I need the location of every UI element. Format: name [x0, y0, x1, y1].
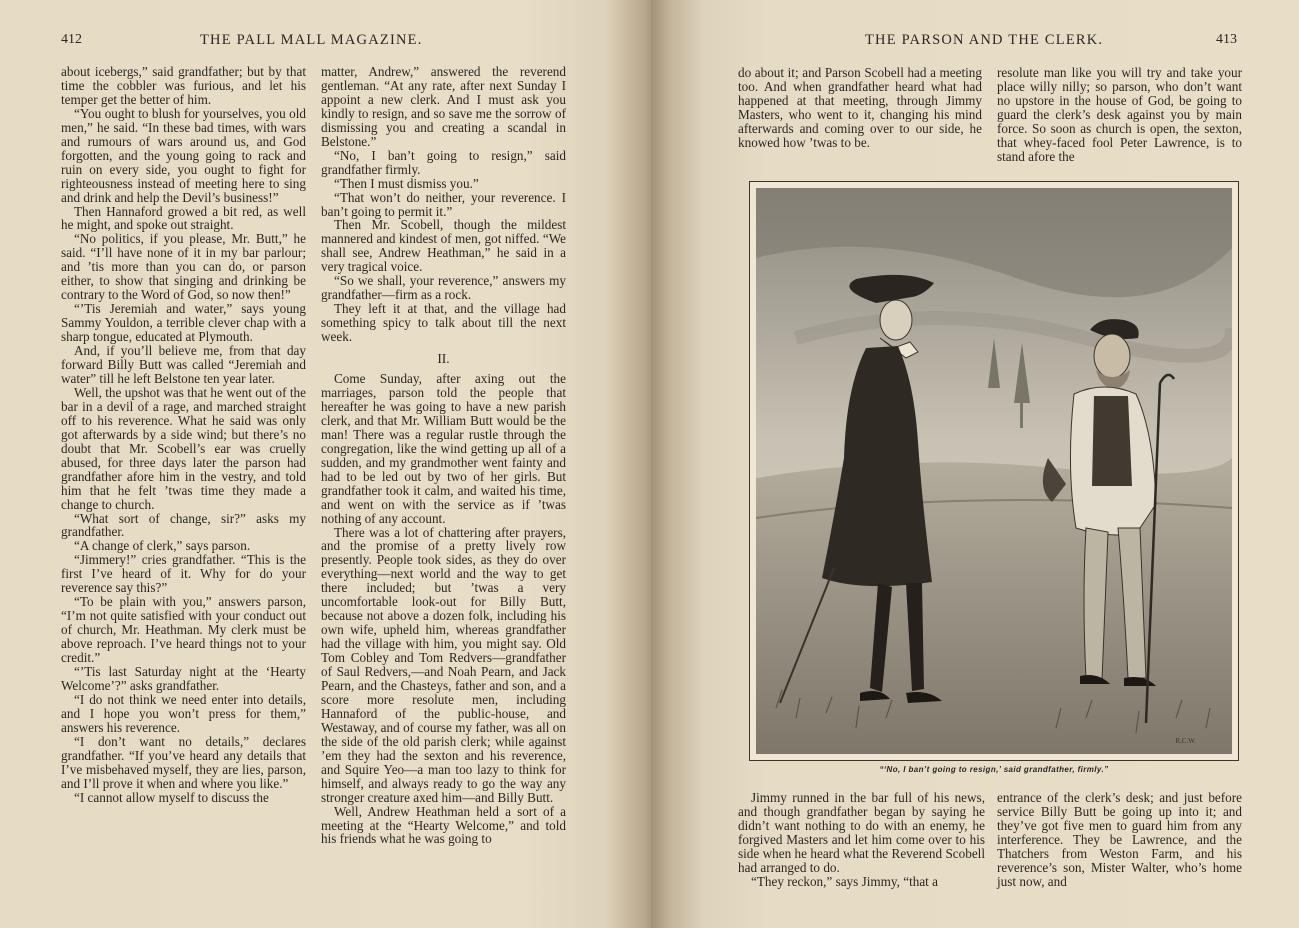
paragraph: And, if you’ll believe me, from that day forward Billy Butt was called “Jeremiah and water” till he left Belstone ten year later. — [61, 343, 306, 386]
paragraph: “Then I must dismiss you.” — [334, 175, 479, 191]
paragraph: matter, Andrew,” answered the reverend gentleman. “At any rate, after next Sunday I appoint a new clerk. And I must ask you kindly to resign, and so save me the sorrow of dismissing you and creating a scandal in Belstone.” — [321, 64, 566, 149]
paragraph: Well, Andrew Heathman held a sort of a meeting at the “Hearty Welcome,” and told his friends what he was going to — [321, 803, 566, 847]
paragraph: Jimmy runned in the bar full of his news, and though grandfather began by saying he didn’t want nothing to do with an enemy, he forgived Masters and let him come over to his side when he heard what the Reverend Scobell had arranged to do. — [738, 790, 985, 875]
paragraph: “They reckon,” says Jimmy, “that a — [751, 873, 939, 889]
artist-signature: R.C.W. — [1175, 737, 1196, 745]
paragraph: “I do not think we need enter into details, and I hope you won’t press for them,” answers his reverence. — [61, 691, 306, 735]
paragraph: Well, the upshot was that he went out of the bar in a devil of a rage, and marched straight off to his reverence. What he said was only got afterwards by a side wind; but there’s no doubt that Mr. Scobell’s ear was cruelly abused, for three days later the parson had grandfather afore him in the vestry, and told him that he felt ’twas time they made a change to church. — [61, 384, 306, 512]
text-column-3 — [738, 66, 982, 150]
paragraph: about icebergs,” said grandfather; but by that time the cobbler was furious, and let his temper get the better of him. — [61, 64, 306, 107]
paragraph: “I don’t want no details,” declares grandfather. “If you’ve heard any details that I’ve misbehaved myself, they are lies, parson, and I’ll prove it when and where you like.” — [61, 733, 306, 791]
text-column-5 — [738, 791, 985, 889]
paragraph: “Jimmery!” cries grandfather. “This is the first I’ve heard of it. Why for do your reverence say this?” — [61, 552, 306, 596]
paragraph: “What sort of change, sir?” asks my grandfather. — [61, 510, 306, 540]
paragraph: “I cannot allow myself to discuss the — [74, 789, 269, 805]
paragraph: There was a lot of chattering after prayers, and the promise of a pretty lively row presently. People took sides, as they do over everything—next world and the way to get there included; but ’twas a very uncomfortable look-out for Billy Butt, because not above a dozen folk, including his own wife, upheld him, whereas grandfather had the village with him, you might say. Old Tom Cobley and Tom Redvers—grandfather of Saul Redvers,—and Noah Pearn, and Jack Pearn, and the Chasteys, father and son, and a score more resolute men, including Hannaford of the public-house, and Westaway, and of course my father, was all on the side of the old parish clerk; while against ’em they had the sexton and his reverence, and Squire Yeo—a man too lazy to think for himself, and always ready to go the way any stronger creature axed him—and Billy Butt. — [321, 524, 566, 805]
paragraph: “No politics, if you please, Mr. Butt,” he said. “I’ll have none of it in my bar parlour; and ’tis more than you can do, or parson either, to show that singing and drinking be contrary to the Word of God, so now then!” — [61, 231, 306, 303]
paragraph: Then Mr. Scobell, though the mildest mannered and kindest of men, got niffed. “We shall see, Andrew Heathman,” he said in a very tragical voice. — [321, 217, 566, 275]
section-heading: II. — [437, 351, 450, 367]
text-column-6 — [997, 791, 1242, 889]
text-column-1 — [61, 65, 306, 805]
paragraph: “A change of clerk,” says parson. — [74, 538, 251, 554]
illustration — [756, 188, 1232, 754]
page-number-right: 413 — [1216, 32, 1237, 47]
paragraph: They left it at that, and the village had something spicy to talk about till the next week. — [321, 301, 566, 345]
text-column-4 — [997, 66, 1242, 164]
paragraph: “You ought to blush for yourselves, you old men,” he said. “In these bad times, with wars and rumours of wars around us, and God forgotten, and the young going to rack and ruin on every side, you ought to fight for righteousness instead of meeting here to sing and drink and help the Devil’s business!” — [61, 105, 306, 205]
paragraph: Come Sunday, after axing out the marriages, parson told the people that hereafter he was going to have a new parish clerk, and that Mr. William Butt would be the man! There was a regular rustle through the congregation, like the wind getting up all of a sudden, and my grandmother went fainty and had to be led out by two of her girls. But grandfather took it calm, and waited his time, and went on with the service as if ’twas nothing of any account. — [321, 371, 566, 526]
paragraph: resolute man like you will try and take your place willy nilly; so parson, who don’t want no upstore in the house of God, be going to guard the clerk’s desk against you by main force. So soon as church is open, the sexton, that whey-faced fool Peter Lawrence, is to stand afore the — [997, 65, 1242, 164]
paragraph: do about it; and Parson Scobell had a meeting too. And when grandfather heard what had happened at that meeting, through Jimmy Masters, who went to it, changing his mind afterwards and coming over to our side, he knowed how ’twas to be. — [738, 65, 982, 150]
running-head-left: THE PALL MALL MAGAZINE. — [200, 32, 423, 48]
paragraph: “That won’t do neither, your reverence. I ban’t going to permit it.” — [321, 189, 566, 219]
paragraph: “To be plain with you,” answers parson, “I’m not quite satisfied with your conduct out of church, Mr. Heathman. My clerk must be above reproach. I’ve heard things not to your credit.” — [61, 594, 306, 666]
paragraph: entrance of the clerk’s desk; and just before service Billy Butt be going up into it; and they’ve got five men to guard him from any interference. They be Lawrence, and the Thatchers from Weston Farm, and his reverence’s son, Mister Walter, who’s home just now, and — [997, 790, 1242, 889]
page-number-left: 412 — [61, 32, 82, 47]
paragraph: “No, I ban’t going to resign,” said grandfather firmly. — [321, 147, 566, 177]
paragraph: “So we shall, your reverence,” answers my grandfather—firm as a rock. — [321, 273, 566, 303]
illustration-frame — [749, 181, 1239, 761]
illustration-caption: “‘No, I ban’t going to resign,’ said grandfather, firmly.” — [879, 765, 1109, 774]
text-column-2 — [321, 65, 566, 846]
paragraph: Then Hannaford growed a bit red, as well he might, and spoke out straight. — [61, 203, 306, 233]
paragraph: “’Tis last Saturday night at the ‘Hearty Welcome’?” asks grandfather. — [61, 663, 306, 693]
running-head-right: THE PARSON AND THE CLERK. — [865, 32, 1104, 48]
paragraph: “’Tis Jeremiah and water,” says young Sammy Youldon, a terrible clever chap with a sharp tongue, educated at Plymouth. — [61, 301, 306, 345]
right-page — [651, 0, 1299, 928]
